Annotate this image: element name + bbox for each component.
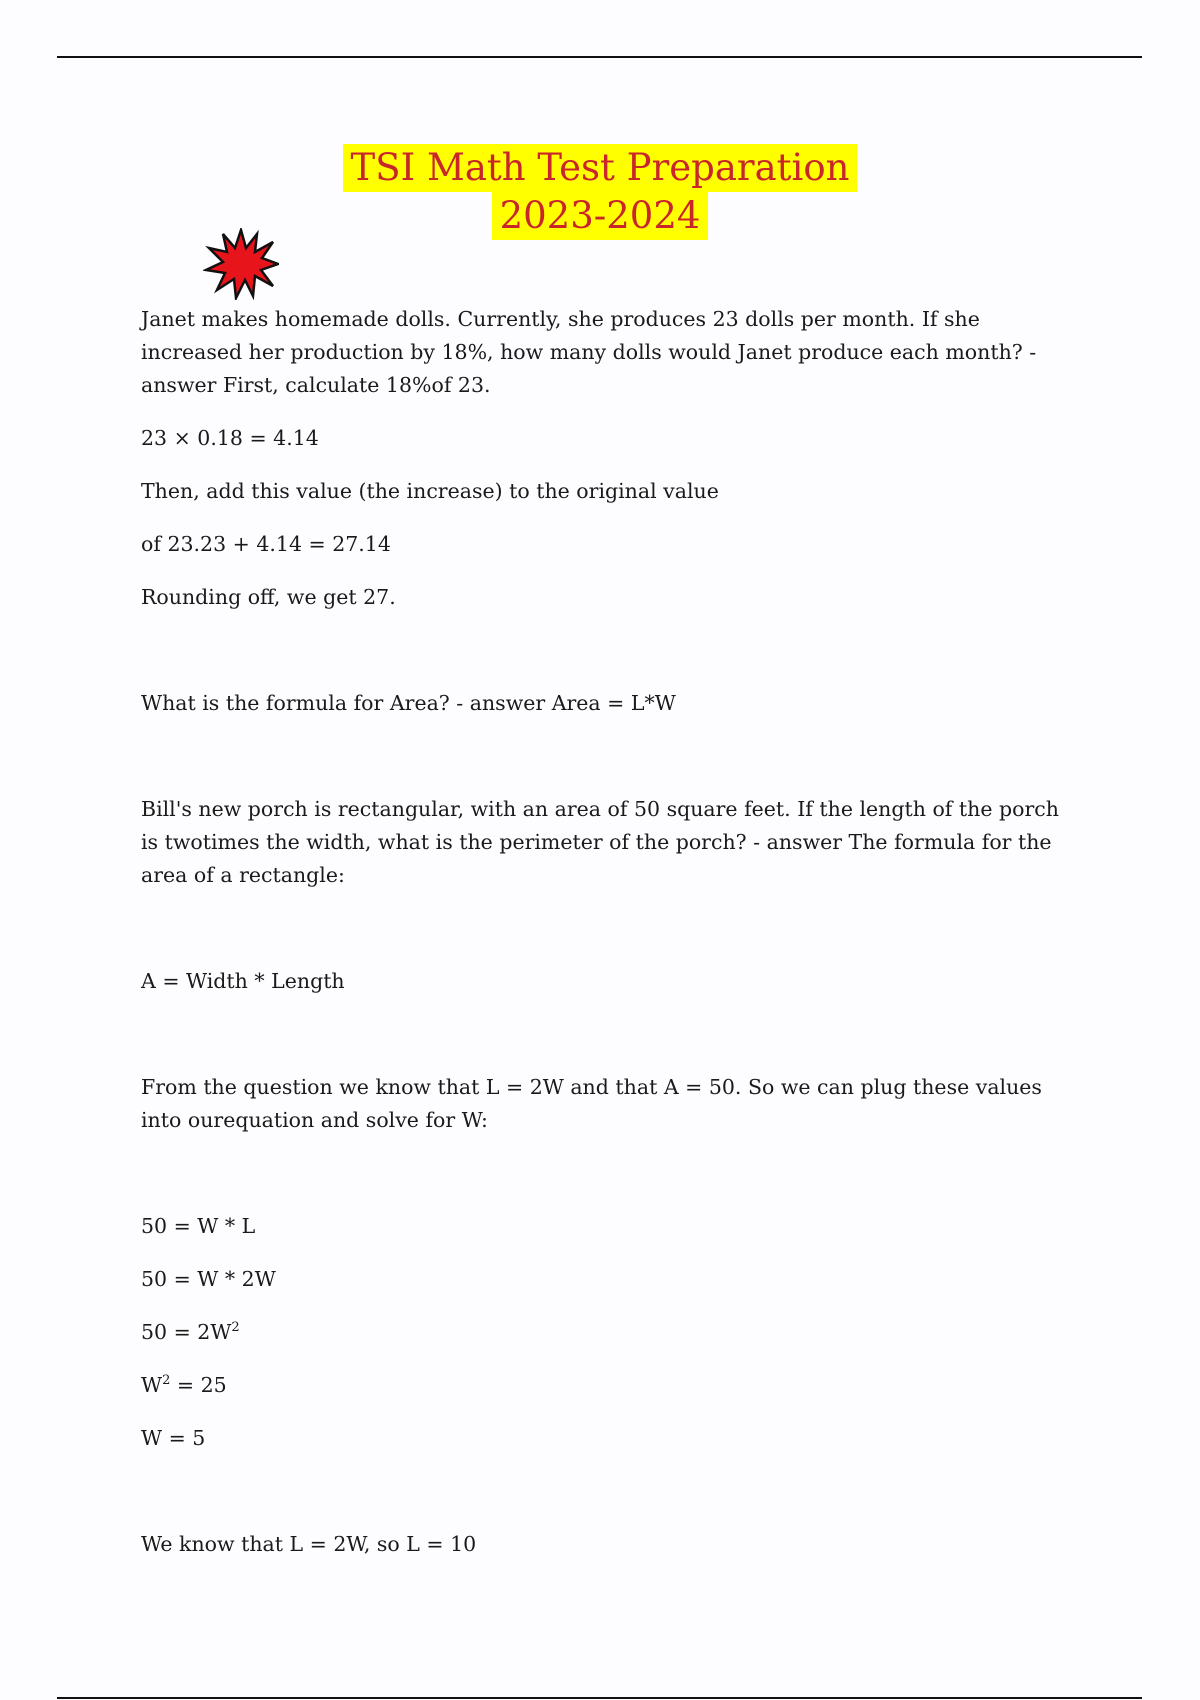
q3-eq3-exponent: 2 [231,1320,240,1335]
q3-explanation: From the question we know that L = 2W and that A = 50. So we can plug these values into ourequation and solve for W: [141,1075,1042,1132]
q3-eq4-base: W [141,1373,163,1397]
q3-eq1: 50 = W * L [141,1214,256,1238]
q3-conclusion: We know that L = 2W, so L = 10 [141,1532,477,1556]
q3-eq2: 50 = W * 2W [141,1267,276,1291]
q3-eq4-exponent: 2 [162,1373,171,1388]
q3-eq3-base: 50 = 2W [141,1320,232,1344]
q3-eq3 [141,1316,1081,1349]
q3-eq5: W = 5 [141,1426,206,1450]
document-body [141,303,1081,1561]
q3-eq4-rest: = 25 [170,1373,227,1397]
title-line-1: TSI Math Test Preparation [343,144,858,192]
q3-text: Bill's new porch is rectangular, with an area of 50 square feet. If the length of the porch is twotimes the width, what is the perimeter of the porch? - answer The formula for the area of a rectangle: [141,797,1059,887]
q3-formula: A = Width * Length [141,969,345,993]
q3-eq4 [141,1369,1081,1402]
q2-text: What is the formula for Area? - answer Area = L*W [141,691,676,715]
q1-text: Janet makes homemade dolls. Currently, she produces 23 dolls per month. If she increased her production by 18%, how many dolls would Janet produce each month? - answer First, calculate 18%of 23. [141,307,1037,397]
document-title [0,144,1200,240]
top-rule [57,56,1142,58]
q1-step4: Rounding off, we get 27. [141,585,396,609]
q1-step3: of 23.23 + 4.14 = 27.14 [141,532,391,556]
title-line-2: 2023-2024 [492,192,709,240]
q1-step2: Then, add this value (the increase) to the original value [141,479,719,503]
q1-step1: 23 × 0.18 = 4.14 [141,426,319,450]
starburst-icon [203,228,279,300]
bottom-rule [57,1697,1142,1699]
